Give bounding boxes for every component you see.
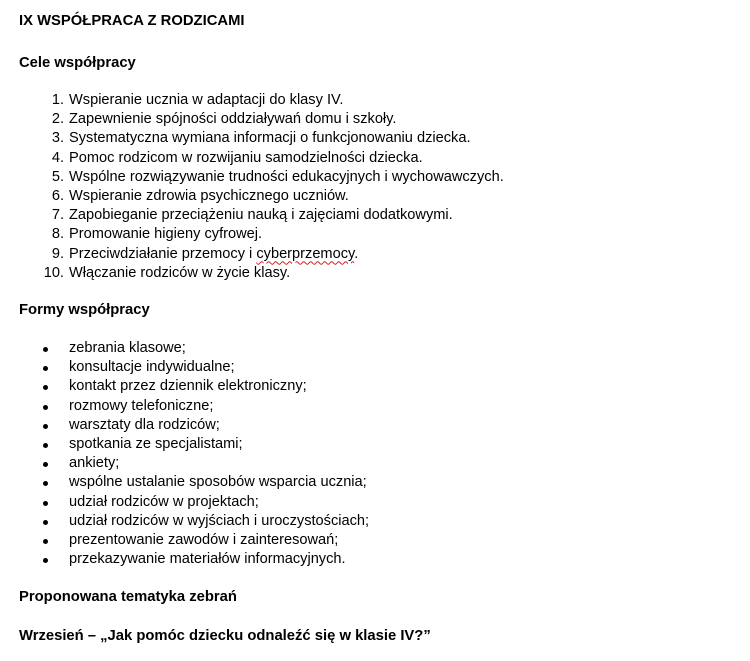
list-item-text: Promowanie higieny cyfrowej. xyxy=(69,226,263,243)
bullet-icon xyxy=(43,366,48,371)
bullet-icon xyxy=(43,424,48,429)
list-number: 5. xyxy=(51,168,64,185)
topics-heading: Proponowana tematyka zebrań xyxy=(19,589,237,605)
spellcheck-flagged-word: cyberprzemocy xyxy=(256,245,355,262)
bullet-icon xyxy=(43,385,48,390)
list-number: 2. xyxy=(51,111,64,128)
list-number: 10. xyxy=(43,264,64,281)
list-number: 9. xyxy=(51,245,64,262)
list-item-text-part: . xyxy=(354,245,359,262)
bullet-icon xyxy=(43,539,48,544)
list-item-text: Zapewnienie spójności oddziaływań domu i szkoły. xyxy=(69,111,397,128)
list-number: 7. xyxy=(51,207,64,224)
bullet-icon xyxy=(43,481,48,486)
list-item-text xyxy=(69,245,358,264)
goals-heading: Cele współpracy xyxy=(19,55,136,71)
list-item-text: konsultacje indywidualne; xyxy=(69,359,235,376)
bullet-icon xyxy=(43,501,48,506)
list-item-text: rozmowy telefoniczne; xyxy=(69,397,214,414)
list-item-text: warsztaty dla rodziców; xyxy=(69,416,220,433)
bullet-icon xyxy=(43,405,48,410)
list-item-text: Wspieranie ucznia w adaptacji do klasy IV. xyxy=(69,92,344,108)
list-item-text: Wspólne rozwiązywanie trudności edukacyjnych i wychowawczych. xyxy=(69,168,504,185)
list-number: 1. xyxy=(51,92,64,108)
list-item-text: Systematyczna wymiana informacji o funkcjonowaniu dziecka. xyxy=(69,130,471,147)
list-item-text: Pomoc rodzicom w rozwijaniu samodzielności dziecka. xyxy=(69,149,423,166)
list-item-text: Zapobieganie przeciążeniu nauką i zajęciami dodatkowymi. xyxy=(69,207,453,224)
list-item-text: prezentowanie zawodów i zainteresowań; xyxy=(69,531,339,548)
list-item-text: udział rodziców w projektach; xyxy=(69,493,259,510)
section-title: IX WSPÓŁPRACA Z RODZICAMI xyxy=(19,13,245,29)
list-item-text: Wspieranie zdrowia psychicznego uczniów. xyxy=(69,187,349,204)
bullet-icon xyxy=(43,347,48,352)
list-number: 6. xyxy=(51,187,64,204)
bullet-icon xyxy=(43,443,48,448)
bullet-icon xyxy=(43,558,48,563)
bullet-icon xyxy=(43,520,48,525)
list-number: 3. xyxy=(51,130,64,147)
list-item-text: kontakt przez dziennik elektroniczny; xyxy=(69,378,307,395)
list-item-text: wspólne ustalanie sposobów wsparcia ucznia; xyxy=(69,474,367,491)
forms-heading: Formy współpracy xyxy=(19,302,150,318)
list-item-text: spotkania ze specjalistami; xyxy=(69,435,243,452)
list-item-text-part: Przeciwdziałanie przemocy i xyxy=(69,245,257,262)
list-number: 4. xyxy=(51,149,64,166)
list-item-text: udział rodziców w wyjściach i uroczystościach; xyxy=(69,512,370,529)
list-number: 8. xyxy=(51,226,64,243)
list-item-text: przekazywanie materiałów informacyjnych. xyxy=(69,551,346,568)
bullet-icon xyxy=(43,462,48,467)
list-item-text: ankiety; xyxy=(69,455,120,472)
list-item-text: zebrania klasowe; xyxy=(69,340,186,356)
list-item-text: Włączanie rodziców w życie klasy. xyxy=(69,264,291,281)
september-meeting-heading: Wrzesień – „Jak pomóc dziecku odnaleźć się w klasie IV?” xyxy=(19,628,431,644)
